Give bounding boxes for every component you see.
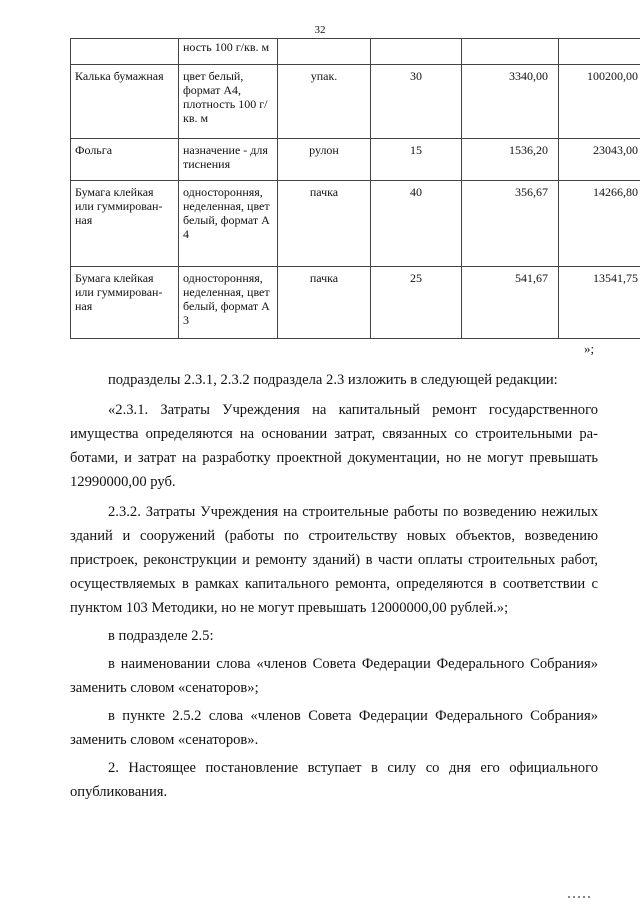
cell-unit: пачка — [278, 267, 371, 339]
cell-price: 1536,20 — [462, 139, 559, 181]
document-body — [70, 368, 598, 804]
cell-name: Бумага клейкая или гуммирован-ная — [71, 181, 179, 267]
cell-qty: 15 — [371, 139, 462, 181]
cell-unit: упак. — [278, 65, 371, 139]
cell-total: 23043,00 — [559, 139, 640, 181]
cell-desc: односторонняя, неделенная, цвет белый, формат А 4 — [179, 181, 278, 267]
paragraph: «2.3.1. Затраты Учреждения на капитальный ремонт государственного имущества определяются на основании затрат, связанных со строительными ра-ботами, и затрат на разработку проектной документации, но не могут превышать 12990000,00 руб. — [70, 402, 598, 490]
cell-name: Фольга — [71, 139, 179, 181]
cell-name — [71, 39, 179, 65]
table-row — [71, 267, 640, 339]
cell-total: 100200,00 — [559, 65, 640, 139]
closing-quote: »; — [584, 341, 595, 356]
table-row — [71, 65, 640, 139]
paragraph: в подразделе 2.5: — [108, 628, 214, 644]
paragraph: 2. Настоящее постановление вступает в силу со дня его официального опубликования. — [70, 760, 598, 800]
cell-qty: 40 — [371, 181, 462, 267]
cell-desc: односторонняя, неделенная, цвет белый, формат А 3 — [179, 267, 278, 339]
paragraph: подразделы 2.3.1, 2.3.2 подраздела 2.3 изложить в следующей редакции: — [108, 372, 558, 388]
cell-total: 13541,75 — [559, 267, 640, 339]
cell-total — [559, 39, 640, 65]
table-row — [71, 181, 640, 267]
page-number: 32 — [314, 24, 326, 36]
cell-unit: рулон — [278, 139, 371, 181]
cell-price: 541,67 — [462, 267, 559, 339]
cell-desc: ность 100 г/кв. м — [179, 39, 278, 65]
cell-total: 14266,80 — [559, 181, 640, 267]
specs-table — [70, 38, 640, 339]
paragraph: в пункте 2.5.2 слова «членов Совета Федерации Федерального Собрания» заменить словом «сенаторов». — [70, 708, 598, 748]
paragraph: в наименовании слова «членов Совета Федерации Федерального Собрания» заменить словом «сенаторов»; — [70, 656, 598, 696]
cell-desc: цвет белый, формат А4, плотность 100 г/кв. м — [179, 65, 278, 139]
cell-price: 3340,00 — [462, 65, 559, 139]
cell-price — [462, 39, 559, 65]
cell-unit: пачка — [278, 181, 371, 267]
cell-desc: назначение - для тиснения — [179, 139, 278, 181]
table-row — [71, 39, 640, 65]
cell-name: Калька бумажная — [71, 65, 179, 139]
cell-qty: 25 — [371, 267, 462, 339]
cell-qty: 30 — [371, 65, 462, 139]
table-row — [71, 139, 640, 181]
cell-qty — [371, 39, 462, 65]
cell-price: 356,67 — [462, 181, 559, 267]
cell-name: Бумага клейкая или гуммирован-ная — [71, 267, 179, 339]
paragraph: 2.3.2. Затраты Учреждения на строительные работы по возведению нежилых зданий и сооружений (работы по строительству новых объектов, возведению пристроек, реконструкции и ремонту зданий) в части оплаты строительных работ, осуществляемых в рамках капитального ремонта, определяются в соответствии с пунктом 103 Методики, но не могут превышать 12000000,00 рублей.»; — [70, 504, 598, 616]
scan-artifact — [568, 896, 592, 898]
cell-unit — [278, 39, 371, 65]
